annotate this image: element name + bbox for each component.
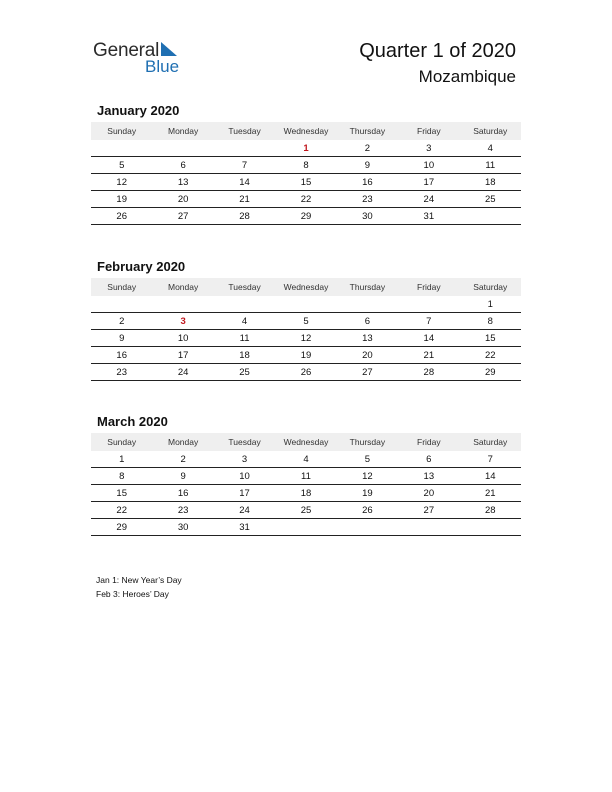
weekday-header: Thursday	[337, 122, 398, 140]
day-cell: 14	[460, 468, 521, 485]
weekday-header: Thursday	[337, 278, 398, 296]
week-row	[91, 347, 521, 364]
day-cell	[152, 296, 213, 313]
day-cell: 15	[91, 485, 152, 502]
day-cell: 5	[91, 157, 152, 174]
day-cell: 21	[460, 485, 521, 502]
day-cell: 12	[91, 174, 152, 191]
day-cell: 1	[460, 296, 521, 313]
weekday-header: Monday	[152, 278, 213, 296]
day-cell: 10	[398, 157, 459, 174]
day-cell: 10	[152, 330, 213, 347]
day-cell	[91, 296, 152, 313]
day-cell: 3	[398, 140, 459, 157]
day-cell	[460, 519, 521, 536]
day-cell: 10	[214, 468, 275, 485]
weekday-header-row	[91, 433, 521, 451]
day-cell: 26	[275, 364, 336, 381]
day-cell: 7	[398, 313, 459, 330]
day-cell: 28	[398, 364, 459, 381]
day-cell: 18	[460, 174, 521, 191]
week-row	[91, 174, 521, 191]
day-cell: 18	[275, 485, 336, 502]
day-cell: 14	[214, 174, 275, 191]
weekday-header: Saturday	[460, 122, 521, 140]
weekday-header: Saturday	[460, 433, 521, 451]
day-cell: 6	[337, 313, 398, 330]
day-cell: 31	[214, 519, 275, 536]
day-cell: 1	[91, 451, 152, 468]
holiday-notes	[96, 573, 182, 601]
day-cell: 23	[337, 191, 398, 208]
day-cell: 24	[152, 364, 213, 381]
week-row	[91, 140, 521, 157]
day-cell: 5	[337, 451, 398, 468]
day-cell	[275, 296, 336, 313]
weekday-header: Friday	[398, 122, 459, 140]
day-cell: 22	[91, 502, 152, 519]
day-cell: 7	[214, 157, 275, 174]
day-cell: 2	[152, 451, 213, 468]
day-cell: 11	[214, 330, 275, 347]
day-cell: 21	[214, 191, 275, 208]
holiday-note: Jan 1: New Year’s Day	[96, 575, 182, 585]
day-cell: 4	[275, 451, 336, 468]
week-row	[91, 191, 521, 208]
day-cell: 3	[214, 451, 275, 468]
day-cell: 14	[398, 330, 459, 347]
week-row	[91, 519, 521, 536]
weekday-header-row	[91, 122, 521, 140]
week-row	[91, 296, 521, 313]
day-cell: 20	[398, 485, 459, 502]
logo-triangle-icon	[161, 42, 177, 56]
day-cell: 23	[91, 364, 152, 381]
weekday-header-row	[91, 278, 521, 296]
day-cell: 3	[152, 313, 213, 330]
day-cell: 15	[275, 174, 336, 191]
day-cell: 22	[460, 347, 521, 364]
weekday-header: Tuesday	[214, 278, 275, 296]
day-cell: 26	[91, 208, 152, 225]
week-row	[91, 485, 521, 502]
day-cell: 27	[398, 502, 459, 519]
day-cell: 17	[398, 174, 459, 191]
day-cell	[398, 519, 459, 536]
day-cell: 5	[275, 313, 336, 330]
weekday-header: Sunday	[91, 278, 152, 296]
day-cell: 18	[214, 347, 275, 364]
day-cell: 31	[398, 208, 459, 225]
day-cell: 17	[214, 485, 275, 502]
page-title: Quarter 1 of 2020	[359, 40, 516, 62]
day-cell: 21	[398, 347, 459, 364]
weekday-header: Friday	[398, 433, 459, 451]
day-cell: 7	[460, 451, 521, 468]
week-row	[91, 330, 521, 347]
day-cell: 11	[275, 468, 336, 485]
month-title: February 2020	[97, 259, 186, 274]
day-cell: 2	[91, 313, 152, 330]
day-cell: 25	[214, 364, 275, 381]
day-cell: 12	[337, 468, 398, 485]
day-cell	[152, 140, 213, 157]
day-cell: 20	[152, 191, 213, 208]
month-title: March 2020	[97, 414, 168, 429]
weekday-header: Tuesday	[214, 122, 275, 140]
weekday-header: Friday	[398, 278, 459, 296]
week-row	[91, 502, 521, 519]
week-row	[91, 364, 521, 381]
day-cell: 27	[337, 364, 398, 381]
week-row	[91, 208, 521, 225]
day-cell: 8	[91, 468, 152, 485]
day-cell: 4	[460, 140, 521, 157]
day-cell: 13	[152, 174, 213, 191]
day-cell	[460, 208, 521, 225]
day-cell: 23	[152, 502, 213, 519]
weekday-header: Wednesday	[275, 433, 336, 451]
weekday-header: Thursday	[337, 433, 398, 451]
month-march	[91, 413, 521, 536]
day-cell: 11	[460, 157, 521, 174]
day-cell: 13	[398, 468, 459, 485]
day-cell: 24	[398, 191, 459, 208]
month-january	[91, 102, 521, 225]
day-cell: 4	[214, 313, 275, 330]
day-cell: 20	[337, 347, 398, 364]
country-name: Mozambique	[418, 67, 516, 86]
week-row	[91, 451, 521, 468]
weekday-header: Saturday	[460, 278, 521, 296]
day-cell: 9	[337, 157, 398, 174]
month-february	[91, 258, 521, 381]
day-cell: 8	[460, 313, 521, 330]
day-cell: 19	[91, 191, 152, 208]
day-cell: 1	[275, 140, 336, 157]
day-cell	[214, 140, 275, 157]
day-cell: 8	[275, 157, 336, 174]
day-cell: 15	[460, 330, 521, 347]
day-cell: 13	[337, 330, 398, 347]
calendar-table	[91, 278, 521, 381]
logo-general-text: General	[93, 40, 160, 61]
day-cell: 30	[152, 519, 213, 536]
day-cell: 19	[337, 485, 398, 502]
day-cell: 29	[460, 364, 521, 381]
week-row	[91, 157, 521, 174]
day-cell: 27	[152, 208, 213, 225]
day-cell: 12	[275, 330, 336, 347]
day-cell: 24	[214, 502, 275, 519]
logo-blue-text: Blue	[145, 57, 180, 76]
weekday-header: Tuesday	[214, 433, 275, 451]
day-cell: 25	[460, 191, 521, 208]
weekday-header: Wednesday	[275, 122, 336, 140]
day-cell: 29	[275, 208, 336, 225]
weekday-header: Sunday	[91, 122, 152, 140]
day-cell: 22	[275, 191, 336, 208]
day-cell	[398, 296, 459, 313]
day-cell	[337, 519, 398, 536]
day-cell: 19	[275, 347, 336, 364]
day-cell: 25	[275, 502, 336, 519]
day-cell: 26	[337, 502, 398, 519]
day-cell: 9	[152, 468, 213, 485]
day-cell: 16	[91, 347, 152, 364]
day-cell	[275, 519, 336, 536]
calendar-table	[91, 122, 521, 225]
day-cell: 2	[337, 140, 398, 157]
day-cell: 6	[398, 451, 459, 468]
day-cell: 30	[337, 208, 398, 225]
day-cell: 16	[152, 485, 213, 502]
week-row	[91, 313, 521, 330]
calendar-table	[91, 433, 521, 536]
day-cell: 29	[91, 519, 152, 536]
weekday-header: Sunday	[91, 433, 152, 451]
day-cell: 17	[152, 347, 213, 364]
month-title: January 2020	[97, 103, 180, 118]
holiday-note: Feb 3: Heroes’ Day	[96, 589, 169, 599]
day-cell	[91, 140, 152, 157]
week-row	[91, 468, 521, 485]
day-cell: 16	[337, 174, 398, 191]
day-cell	[337, 296, 398, 313]
day-cell: 6	[152, 157, 213, 174]
day-cell: 9	[91, 330, 152, 347]
day-cell	[214, 296, 275, 313]
weekday-header: Monday	[152, 122, 213, 140]
weekday-header: Monday	[152, 433, 213, 451]
logo	[93, 40, 193, 80]
weekday-header: Wednesday	[275, 278, 336, 296]
day-cell: 28	[214, 208, 275, 225]
day-cell: 28	[460, 502, 521, 519]
